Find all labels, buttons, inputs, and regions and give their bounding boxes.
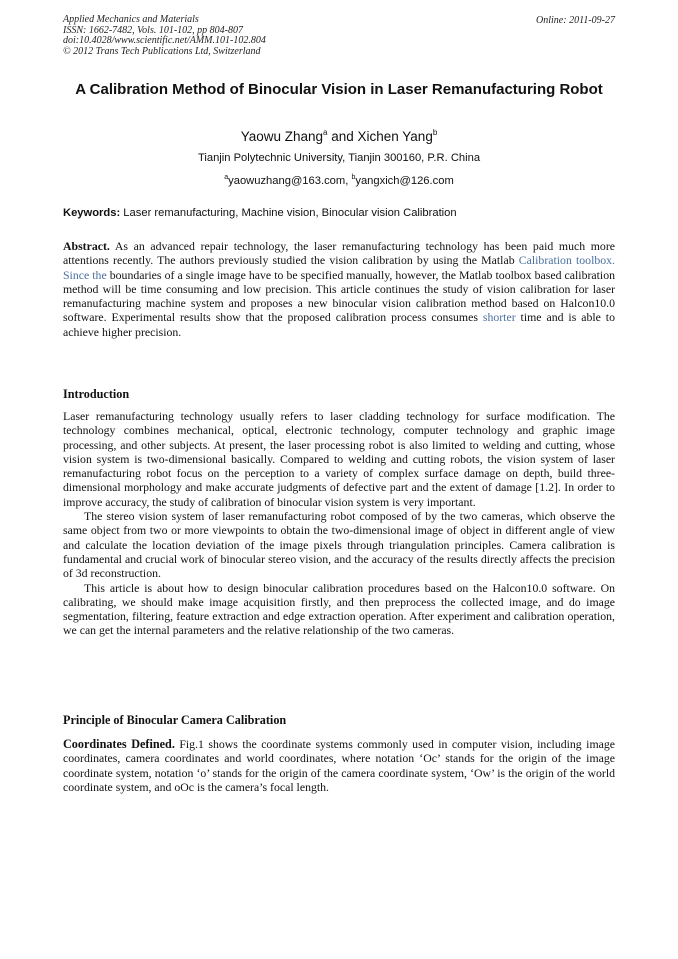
doi-line: doi:10.4028/www.scientific.net/AMM.101-102.804	[63, 35, 266, 46]
coordinates-text: Fig.1 shows the coordinate systems commonly used in computer vision, including image coordinates, camera coordinates and world coordinates, where notation ‘Oc’ stands for the origin of the image coordinate system, notation ‘o’ stands for the origin of the camera coordinate system, ‘Ow’ is the origin of the world coordinate system, and oOc is the camera’s focal length.	[63, 737, 615, 794]
coordinates-label: Coordinates Defined.	[63, 737, 175, 751]
affiliation: Tianjin Polytechnic University, Tianjin 300160, P.R. China	[197, 152, 481, 164]
author-2-marker: b	[432, 128, 438, 137]
keywords	[63, 206, 615, 220]
online-date: Online: 2011-09-27	[536, 15, 615, 26]
copyright-line: © 2012 Trans Tech Publications Ltd, Switzerland	[63, 45, 261, 57]
authors	[0, 124, 678, 146]
email-2[interactable]: yangxich@126.com	[355, 175, 454, 187]
keywords-label: Keywords:	[63, 207, 121, 219]
abstract-text-3: time and is able to achieve higher precision.	[63, 310, 615, 339]
intro-paragraph-3: This article is about how to design binocular calibration procedures based on the Halcon10.0 software. On calibrating, we should make image acquisition firstly, and then preprocess the collected image, and do image segmentation, filtering, feature extraction and edge extraction operation. After experiment and calibration operation, we can get the internal parameters and the relative relationship of the two cameras.	[63, 580, 615, 638]
journal-header	[63, 15, 266, 57]
email-2-marker: b	[351, 174, 356, 181]
author-1: Yaowu Zhang	[240, 129, 324, 144]
author-conjunction: and	[327, 129, 358, 144]
author-2: Xichen Yang	[357, 129, 433, 144]
emails	[0, 171, 678, 188]
intro-paragraph-2: The stereo vision system of laser remanufacturing robot composed of by the two cameras, which observe the same object from two or more viewpoints to obtain the two-dimensional image of object in different angle of view and calculate the location deviation of the image pixels through triangulation principles. Camera calibration is fundamental and crucial work of binocular stereo vision, and the accuracy of the results directly affects the precision of 3d reconstruction.	[63, 509, 615, 581]
intro-paragraph-1: Laser remanufacturing technology usually refers to laser cladding technology for surface modification. The technology combines mechanical, optical, electronic technology, computer technology and graphic image processing, and other subjects. At present, the laser processing robot is also limited to welding and cutting, whose vision system is two-dimensional basically. Compared to welding and cutting robots, the vision system of laser remanufacturing robot focus on the perception to a variety of complex surface damage on depth, build three-dimensional morphology and make accurate judgments of defective part and the extent of damage [1.2]. In order to improve accuracy, the study of calibration of binocular vision system is very important.	[63, 409, 615, 509]
abstract-highlight-2: shorter	[482, 310, 516, 325]
email-1-marker: a	[224, 174, 229, 181]
abstract-highlight-1: Calibration toolbox. Since the	[63, 253, 615, 282]
abstract-text-2: boundaries of a single image have to be specified manually, however, the Matlab toolbox based calibration method will be time consuming and low precision. This article continues the study of vision calibration for laser remanufacturing machine system and proposes a new binocular vision calibration method based on Halcon10.0 software. Experimental results show that the proposed calibration process consumes	[63, 267, 615, 325]
abstract-label: Abstract.	[63, 239, 110, 253]
introduction-heading: Introduction	[63, 387, 130, 401]
abstract	[63, 239, 615, 339]
abstract-text-1: As an advanced repair technology, the laser remanufacturing technology has been paid much more attentions recently. The authors previously studied the vision calibration by using the Matlab	[63, 239, 615, 268]
principle-heading: Principle of Binocular Camera Calibration	[63, 713, 287, 727]
keywords-text: Laser remanufacturing, Machine vision, Binocular vision Calibration	[120, 207, 457, 219]
issn-line: ISSN: 1662-7482, Vols. 101-102, pp 804-807	[63, 24, 243, 36]
coordinates-paragraph	[63, 737, 615, 794]
journal-name: Applied Mechanics and Materials	[63, 14, 199, 25]
introduction-body	[63, 409, 615, 638]
email-1[interactable]: yaowuzhang@163.com,	[228, 175, 352, 187]
author-1-marker: a	[323, 128, 328, 137]
paper-title: A Calibration Method of Binocular Vision in Laser Remanufacturing Robot	[75, 81, 603, 98]
